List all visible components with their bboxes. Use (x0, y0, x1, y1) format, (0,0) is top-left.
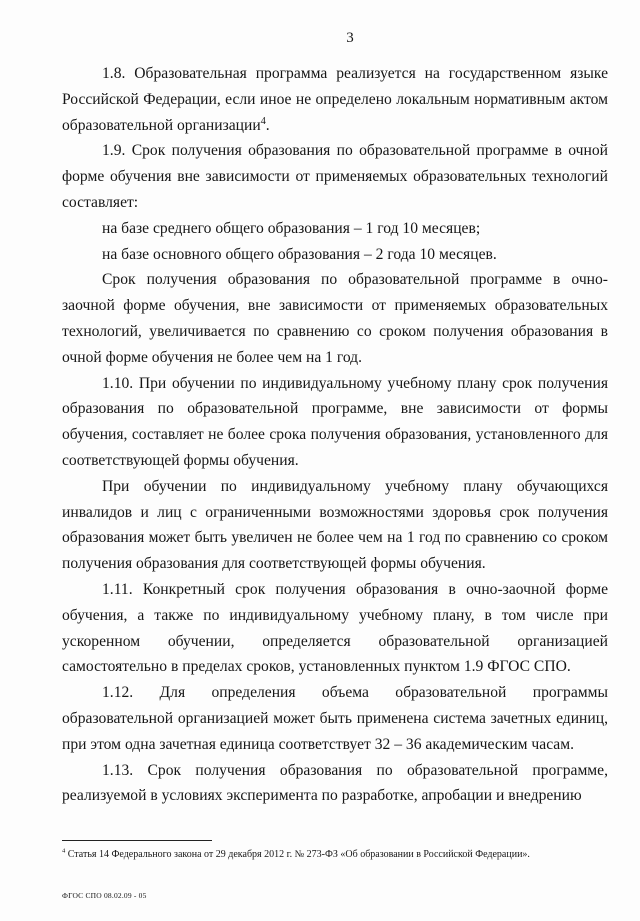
paragraph-1-9-basic: на базе основного общего образования – 2 года 10 месяцев. (102, 245, 497, 263)
footnote-mark: 4 (62, 847, 66, 855)
paragraph-tail: . (265, 116, 270, 134)
paragraph-text: 1.8. Образовательная программа реализуется на государственном языке Российской Федерации, если иное не определено локальным нормативным актом образовательной организации (62, 65, 608, 134)
paragraph-1-9-part-time: Срок получения образования по образовательной программе в очно-заочной форме обучения, вне зависимости от применяемых образовательных технологий, увеличивается по сравнению со сроком получения образования в очной форме обучения не более чем на 1 год. (62, 271, 608, 366)
footnote-divider (62, 840, 212, 841)
paragraph-1-10: 1.10. При обучении по индивидуальному учебному плану срок получения образования по образовательной программе, вне зависимости от формы обучения, составляет не более срока получения образования, установленного для соответствующей формы обучения. (62, 374, 608, 469)
paragraph-1-8 (62, 61, 608, 138)
footnote (62, 848, 608, 861)
paragraph-1-12: 1.12. Для определения объема образовательной программы образовательной организацией может быть применена система зачетных единиц, при этом одна зачетная единица соответствует 32 – 36 академическим часам. (62, 684, 608, 753)
paragraph-1-9: 1.9. Срок получения образования по образовательной программе в очной форме обучения вне зависимости от применяемых образовательных технологий составляет: (62, 142, 608, 211)
document-code: ФГОС СПО 08.02.09 - 05 (62, 891, 147, 900)
page-number: 3 (346, 30, 354, 46)
paragraph-1-13: 1.13. Срок получения образования по образовательной программе, реализуемой в условиях эксперимента по разработке, апробации и внедрению (62, 761, 608, 805)
footnote-reference[interactable]: 4 (260, 115, 266, 127)
paragraph-1-11: 1.11. Конкретный срок получения образования в очно-заочной форме обучения, а также по индивидуальному учебному плану, в том числе при ускоренном обучении, определяется образовательной организацией самостоятельно в пределах сроков, установленных пунктом 1.9 ФГОС СПО. (62, 580, 608, 676)
paragraph-1-9-secondary: на базе среднего общего образования – 1 год 10 месяцев; (102, 219, 481, 237)
paragraph-1-10-disabled: При обучении по индивидуальному учебному плану обучающихся инвалидов и лиц с ограниченными возможностями здоровья срок получения образования может быть увеличен не более чем на 1 год по сравнению со сроком получения образования для соответствующей формы обучения. (62, 477, 608, 573)
body-text (62, 61, 608, 809)
footnote-text: Статья 14 Федерального закона от 29 декабря 2012 г. № 273-ФЗ «Об образовании в Российской Федерации». (65, 849, 530, 860)
